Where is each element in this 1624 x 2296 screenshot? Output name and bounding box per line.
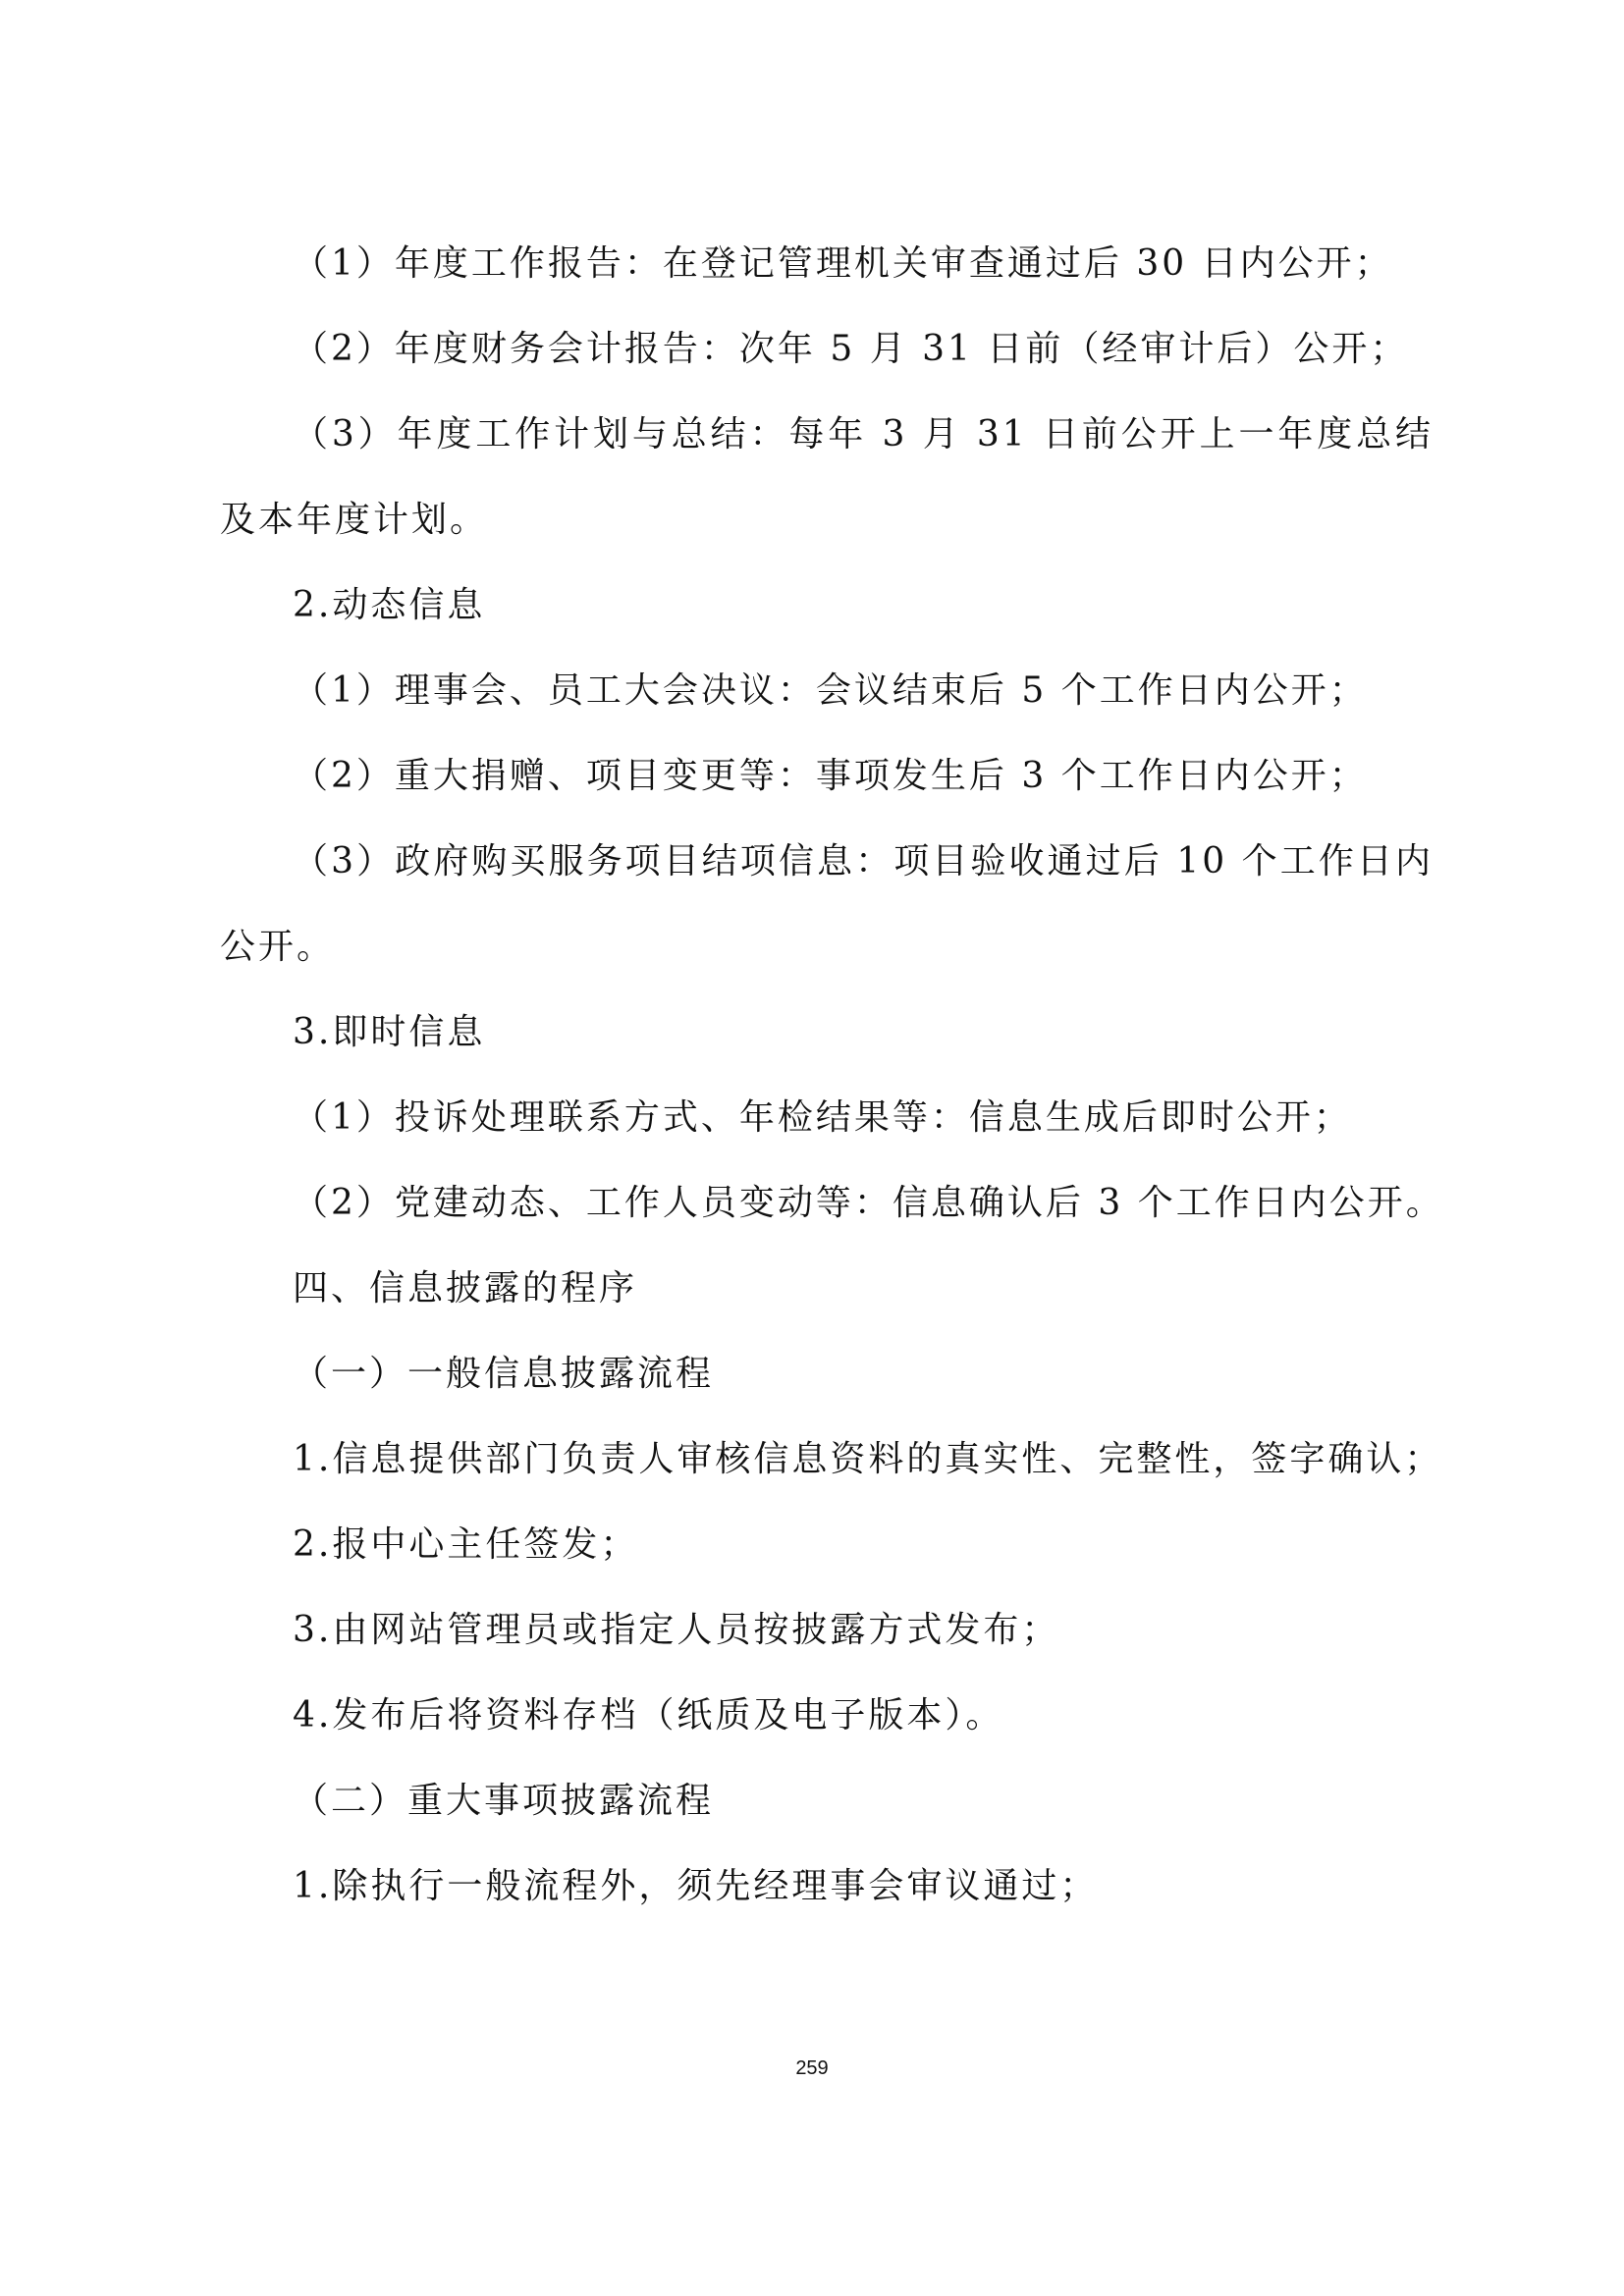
paragraph-step-3: 3.由网站管理员或指定人员按披露方式发布； [293,1610,1060,1650]
subsection-heading-general-process: （一）一般信息披露流程 [293,1354,715,1394]
section-heading-disclosure-procedure: 四、信息披露的程序 [293,1268,638,1308]
page-number: 259 [795,2057,829,2079]
heading-instant-info: 3.即时信息 [293,1012,486,1052]
paragraph-annual-plan-summary: （3）年度工作计划与总结：每年 3 月 31 日前公开上一年度总结及本年度计划。 [220,414,1434,540]
paragraph-complaint-contacts: （1）投诉处理联系方式、年检结果等：信息生成后即时公开； [293,1097,1352,1138]
paragraph-major-step-1: 1.除执行一般流程外，须先经理事会审议通过； [293,1866,1099,1906]
document-body [220,221,1444,1929]
paragraph-annual-work-report: （1）年度工作报告：在登记管理机关审查通过后 30 日内公开； [293,243,1393,284]
paragraph-council-resolutions: （1）理事会、员工大会决议：会议结束后 5 个工作日内公开； [293,670,1368,711]
paragraph-government-projects: （3）政府购买服务项目结项信息：项目验收通过后 10 个工作日内公开。 [220,841,1434,967]
paragraph-step-4: 4.发布后将资料存档（纸质及电子版本）。 [293,1695,1004,1735]
paragraph-step-1: 1.信息提供部门负责人审核信息资料的真实性、完整性，签字确认； [293,1439,1443,1479]
paragraph-party-building: （2）党建动态、工作人员变动等：信息确认后 3 个工作日内公开。 [293,1183,1444,1223]
paragraph-annual-financial-report: （2）年度财务会计报告：次年 5 月 31 日前（经审计后）公开； [293,329,1409,369]
subsection-heading-major-process: （二）重大事项披露流程 [293,1781,715,1821]
paragraph-step-2: 2.报中心主任签发； [293,1524,639,1565]
heading-dynamic-info: 2.动态信息 [293,585,486,625]
paragraph-major-donations: （2）重大捐赠、项目变更等：事项发生后 3 个工作日内公开； [293,756,1368,796]
